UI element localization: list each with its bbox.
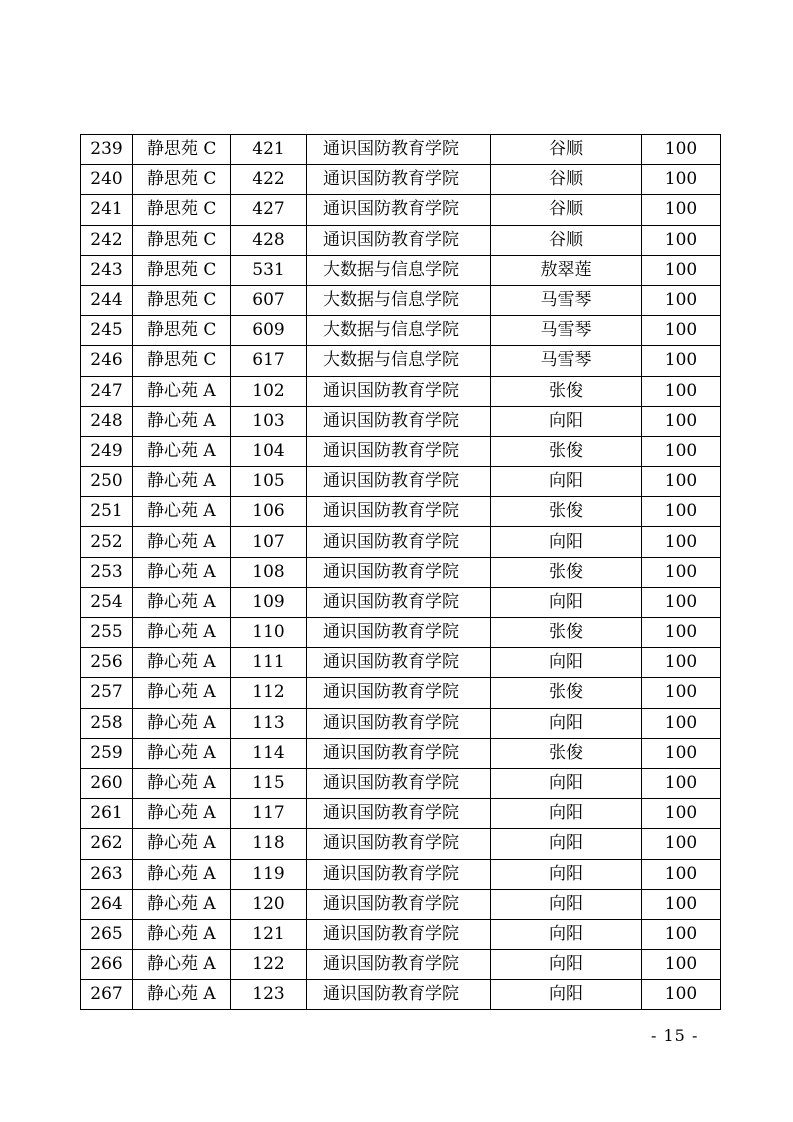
table-row: [81, 829, 721, 859]
cell-building: 静思苑 C: [133, 346, 231, 376]
cell-number: 264: [81, 889, 133, 919]
cell-room: 104: [231, 436, 307, 466]
cell-department: 大数据与信息学院: [307, 285, 491, 315]
cell-department: 大数据与信息学院: [307, 255, 491, 285]
cell-score: 100: [642, 467, 721, 497]
cell-person: 谷顺: [491, 165, 642, 195]
cell-building: 静心苑 A: [133, 406, 231, 436]
cell-number: 247: [81, 376, 133, 406]
cell-number: 239: [81, 135, 133, 165]
cell-building: 静心苑 A: [133, 618, 231, 648]
cell-building: 静思苑 C: [133, 316, 231, 346]
cell-department: 通识国防教育学院: [307, 950, 491, 980]
cell-building: 静心苑 A: [133, 557, 231, 587]
cell-room: 115: [231, 768, 307, 798]
cell-score: 100: [642, 135, 721, 165]
cell-building: 静心苑 A: [133, 950, 231, 980]
cell-room: 109: [231, 587, 307, 617]
cell-department: 通识国防教育学院: [307, 527, 491, 557]
cell-department: 通识国防教育学院: [307, 738, 491, 768]
cell-department: 通识国防教育学院: [307, 376, 491, 406]
cell-person: 向阳: [491, 980, 642, 1010]
cell-number: 255: [81, 618, 133, 648]
cell-department: 通识国防教育学院: [307, 799, 491, 829]
cell-number: 261: [81, 799, 133, 829]
page-number: - 15 -: [651, 1026, 699, 1045]
cell-room: 531: [231, 255, 307, 285]
cell-room: 119: [231, 859, 307, 889]
cell-person: 张俊: [491, 557, 642, 587]
cell-score: 100: [642, 255, 721, 285]
table-row: [81, 587, 721, 617]
cell-building: 静心苑 A: [133, 768, 231, 798]
cell-score: 100: [642, 799, 721, 829]
table-row: [81, 165, 721, 195]
cell-room: 111: [231, 648, 307, 678]
table-row: [81, 768, 721, 798]
cell-room: 103: [231, 406, 307, 436]
cell-building: 静心苑 A: [133, 467, 231, 497]
cell-person: 马雪琴: [491, 285, 642, 315]
cell-department: 通识国防教育学院: [307, 648, 491, 678]
cell-room: 110: [231, 618, 307, 648]
table-row: [81, 135, 721, 165]
cell-building: 静思苑 C: [133, 135, 231, 165]
cell-building: 静心苑 A: [133, 527, 231, 557]
table-row: [81, 950, 721, 980]
cell-building: 静心苑 A: [133, 497, 231, 527]
cell-number: 252: [81, 527, 133, 557]
cell-number: 256: [81, 648, 133, 678]
cell-room: 106: [231, 497, 307, 527]
cell-score: 100: [642, 165, 721, 195]
table-row: [81, 618, 721, 648]
cell-person: 向阳: [491, 829, 642, 859]
cell-person: 张俊: [491, 376, 642, 406]
table-row: [81, 738, 721, 768]
cell-person: 向阳: [491, 889, 642, 919]
cell-score: 100: [642, 708, 721, 738]
cell-department: 通识国防教育学院: [307, 587, 491, 617]
cell-score: 100: [642, 587, 721, 617]
cell-person: 张俊: [491, 738, 642, 768]
cell-department: 通识国防教育学院: [307, 708, 491, 738]
cell-department: 通识国防教育学院: [307, 678, 491, 708]
cell-room: 607: [231, 285, 307, 315]
cell-number: 248: [81, 406, 133, 436]
cell-building: 静思苑 C: [133, 285, 231, 315]
cell-building: 静心苑 A: [133, 859, 231, 889]
cell-room: 422: [231, 165, 307, 195]
table-row: [81, 436, 721, 466]
table-row: [81, 195, 721, 225]
cell-department: 通识国防教育学院: [307, 135, 491, 165]
cell-room: 114: [231, 738, 307, 768]
cell-number: 257: [81, 678, 133, 708]
cell-department: 通识国防教育学院: [307, 497, 491, 527]
cell-department: 通识国防教育学院: [307, 618, 491, 648]
cell-number: 262: [81, 829, 133, 859]
table-row: [81, 889, 721, 919]
cell-room: 118: [231, 829, 307, 859]
cell-score: 100: [642, 527, 721, 557]
cell-department: 通识国防教育学院: [307, 467, 491, 497]
cell-score: 100: [642, 497, 721, 527]
cell-score: 100: [642, 859, 721, 889]
cell-department: 通识国防教育学院: [307, 165, 491, 195]
cell-building: 静思苑 C: [133, 195, 231, 225]
cell-person: 敖翠莲: [491, 255, 642, 285]
cell-department: 通识国防教育学院: [307, 225, 491, 255]
cell-number: 242: [81, 225, 133, 255]
cell-number: 267: [81, 980, 133, 1010]
cell-building: 静思苑 C: [133, 225, 231, 255]
cell-number: 243: [81, 255, 133, 285]
cell-score: 100: [642, 829, 721, 859]
cell-department: 大数据与信息学院: [307, 316, 491, 346]
table-row: [81, 467, 721, 497]
cell-room: 121: [231, 919, 307, 949]
cell-score: 100: [642, 618, 721, 648]
cell-number: 244: [81, 285, 133, 315]
cell-person: 张俊: [491, 497, 642, 527]
cell-department: 通识国防教育学院: [307, 980, 491, 1010]
table-row: [81, 497, 721, 527]
cell-building: 静心苑 A: [133, 708, 231, 738]
cell-score: 100: [642, 406, 721, 436]
cell-number: 250: [81, 467, 133, 497]
cell-person: 向阳: [491, 859, 642, 889]
cell-score: 100: [642, 285, 721, 315]
cell-person: 谷顺: [491, 135, 642, 165]
table-row: [81, 406, 721, 436]
cell-score: 100: [642, 648, 721, 678]
cell-person: 向阳: [491, 406, 642, 436]
cell-building: 静心苑 A: [133, 980, 231, 1010]
table-body: [81, 135, 721, 1010]
table-row: [81, 346, 721, 376]
cell-room: 122: [231, 950, 307, 980]
cell-number: 251: [81, 497, 133, 527]
table-row: [81, 527, 721, 557]
table-row: [81, 648, 721, 678]
cell-number: 246: [81, 346, 133, 376]
cell-building: 静心苑 A: [133, 738, 231, 768]
cell-score: 100: [642, 919, 721, 949]
table-row: [81, 285, 721, 315]
cell-person: 向阳: [491, 799, 642, 829]
cell-building: 静心苑 A: [133, 678, 231, 708]
cell-number: 258: [81, 708, 133, 738]
cell-department: 通识国防教育学院: [307, 859, 491, 889]
cell-score: 100: [642, 889, 721, 919]
table-row: [81, 255, 721, 285]
table-row: [81, 557, 721, 587]
cell-score: 100: [642, 346, 721, 376]
cell-department: 通识国防教育学院: [307, 919, 491, 949]
cell-room: 117: [231, 799, 307, 829]
cell-person: 谷顺: [491, 225, 642, 255]
cell-number: 265: [81, 919, 133, 949]
cell-number: 240: [81, 165, 133, 195]
cell-building: 静心苑 A: [133, 648, 231, 678]
cell-room: 108: [231, 557, 307, 587]
cell-building: 静心苑 A: [133, 829, 231, 859]
cell-room: 427: [231, 195, 307, 225]
cell-building: 静心苑 A: [133, 919, 231, 949]
cell-building: 静思苑 C: [133, 255, 231, 285]
cell-room: 609: [231, 316, 307, 346]
cell-room: 617: [231, 346, 307, 376]
cell-score: 100: [642, 225, 721, 255]
cell-number: 260: [81, 768, 133, 798]
table-row: [81, 316, 721, 346]
cell-number: 253: [81, 557, 133, 587]
cell-department: 通识国防教育学院: [307, 406, 491, 436]
cell-room: 428: [231, 225, 307, 255]
cell-score: 100: [642, 436, 721, 466]
cell-person: 向阳: [491, 708, 642, 738]
cell-room: 102: [231, 376, 307, 406]
cell-score: 100: [642, 557, 721, 587]
cell-department: 通识国防教育学院: [307, 829, 491, 859]
cell-score: 100: [642, 738, 721, 768]
table-row: [81, 678, 721, 708]
cell-number: 249: [81, 436, 133, 466]
cell-person: 向阳: [491, 527, 642, 557]
table-row: [81, 799, 721, 829]
cell-score: 100: [642, 316, 721, 346]
cell-person: 张俊: [491, 436, 642, 466]
cell-person: 向阳: [491, 467, 642, 497]
cell-score: 100: [642, 950, 721, 980]
cell-person: 谷顺: [491, 195, 642, 225]
cell-number: 241: [81, 195, 133, 225]
cell-building: 静心苑 A: [133, 436, 231, 466]
cell-number: 266: [81, 950, 133, 980]
cell-department: 通识国防教育学院: [307, 557, 491, 587]
cell-building: 静心苑 A: [133, 889, 231, 919]
cell-department: 通识国防教育学院: [307, 768, 491, 798]
table-row: [81, 708, 721, 738]
cell-room: 421: [231, 135, 307, 165]
table-row: [81, 859, 721, 889]
table-row: [81, 919, 721, 949]
cell-number: 245: [81, 316, 133, 346]
cell-person: 向阳: [491, 648, 642, 678]
cell-score: 100: [642, 980, 721, 1010]
cell-room: 120: [231, 889, 307, 919]
cell-person: 向阳: [491, 587, 642, 617]
cell-department: 通识国防教育学院: [307, 436, 491, 466]
cell-building: 静心苑 A: [133, 376, 231, 406]
cell-number: 254: [81, 587, 133, 617]
cell-person: 马雪琴: [491, 346, 642, 376]
cell-number: 259: [81, 738, 133, 768]
cell-room: 123: [231, 980, 307, 1010]
cell-score: 100: [642, 768, 721, 798]
cell-building: 静思苑 C: [133, 165, 231, 195]
cell-person: 向阳: [491, 919, 642, 949]
cell-person: 向阳: [491, 950, 642, 980]
table-row: [81, 980, 721, 1010]
cell-building: 静心苑 A: [133, 587, 231, 617]
table-row: [81, 376, 721, 406]
cell-person: 张俊: [491, 678, 642, 708]
cell-room: 105: [231, 467, 307, 497]
cell-department: 通识国防教育学院: [307, 195, 491, 225]
cell-number: 263: [81, 859, 133, 889]
cell-room: 112: [231, 678, 307, 708]
cell-building: 静心苑 A: [133, 799, 231, 829]
cell-department: 通识国防教育学院: [307, 889, 491, 919]
cell-department: 大数据与信息学院: [307, 346, 491, 376]
dormitory-score-table: [80, 134, 721, 1010]
cell-person: 张俊: [491, 618, 642, 648]
cell-score: 100: [642, 678, 721, 708]
cell-person: 向阳: [491, 768, 642, 798]
cell-score: 100: [642, 376, 721, 406]
dormitory-score-table-container: [80, 134, 716, 1010]
cell-score: 100: [642, 195, 721, 225]
cell-person: 马雪琴: [491, 316, 642, 346]
cell-room: 107: [231, 527, 307, 557]
table-row: [81, 225, 721, 255]
cell-room: 113: [231, 708, 307, 738]
